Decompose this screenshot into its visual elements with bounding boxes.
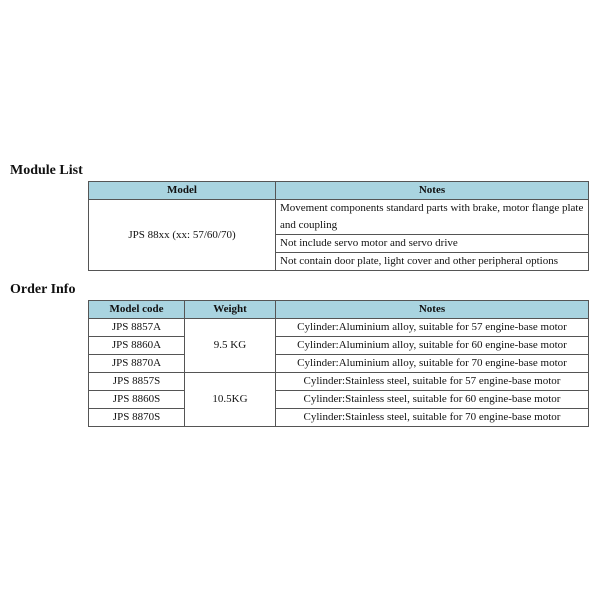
note-cell: Cylinder:Aluminium alloy, suitable for 60 engine-base motor (276, 337, 589, 355)
weight-cell: 10.5KG (185, 373, 276, 427)
note-cell: Cylinder:Stainless steel, suitable for 57 engine-base motor (276, 373, 589, 391)
note-cell: Movement components standard parts with brake, motor flange plate and coupling (276, 200, 589, 235)
header-notes: Notes (276, 301, 589, 319)
table-row (89, 319, 589, 337)
model-cell: JPS 88xx (xx: 57/60/70) (89, 200, 276, 271)
note-cell: Cylinder:Stainless steel, suitable for 70 engine-base motor (276, 409, 589, 427)
table-row (89, 200, 589, 235)
table-row (89, 391, 589, 409)
header-model-code: Model code (89, 301, 185, 319)
model-code-cell: JPS 8870S (89, 409, 185, 427)
note-cell: Not contain door plate, light cover and other peripheral options (276, 253, 589, 271)
table-row (89, 373, 589, 391)
weight-cell: 9.5 KG (185, 319, 276, 373)
table-row (89, 409, 589, 427)
model-code-cell: JPS 8860S (89, 391, 185, 409)
order-info-title: Order Info (10, 282, 76, 297)
module-list-title: Module List (10, 163, 83, 178)
header-weight: Weight (185, 301, 276, 319)
note-cell: Cylinder:Aluminium alloy, suitable for 57 engine-base motor (276, 319, 589, 337)
note-cell: Cylinder:Stainless steel, suitable for 60 engine-base motor (276, 391, 589, 409)
table-header-row (89, 301, 589, 319)
order-info-table (88, 300, 589, 427)
table-row (89, 337, 589, 355)
header-model: Model (89, 182, 276, 200)
model-code-cell: JPS 8860A (89, 337, 185, 355)
table-header-row (89, 182, 589, 200)
model-code-cell: JPS 8857A (89, 319, 185, 337)
model-code-cell: JPS 8857S (89, 373, 185, 391)
model-code-cell: JPS 8870A (89, 355, 185, 373)
note-cell: Not include servo motor and servo drive (276, 235, 589, 253)
module-list-table (88, 181, 589, 271)
table-row (89, 355, 589, 373)
note-cell: Cylinder:Aluminium alloy, suitable for 70 engine-base motor (276, 355, 589, 373)
header-notes: Notes (276, 182, 589, 200)
